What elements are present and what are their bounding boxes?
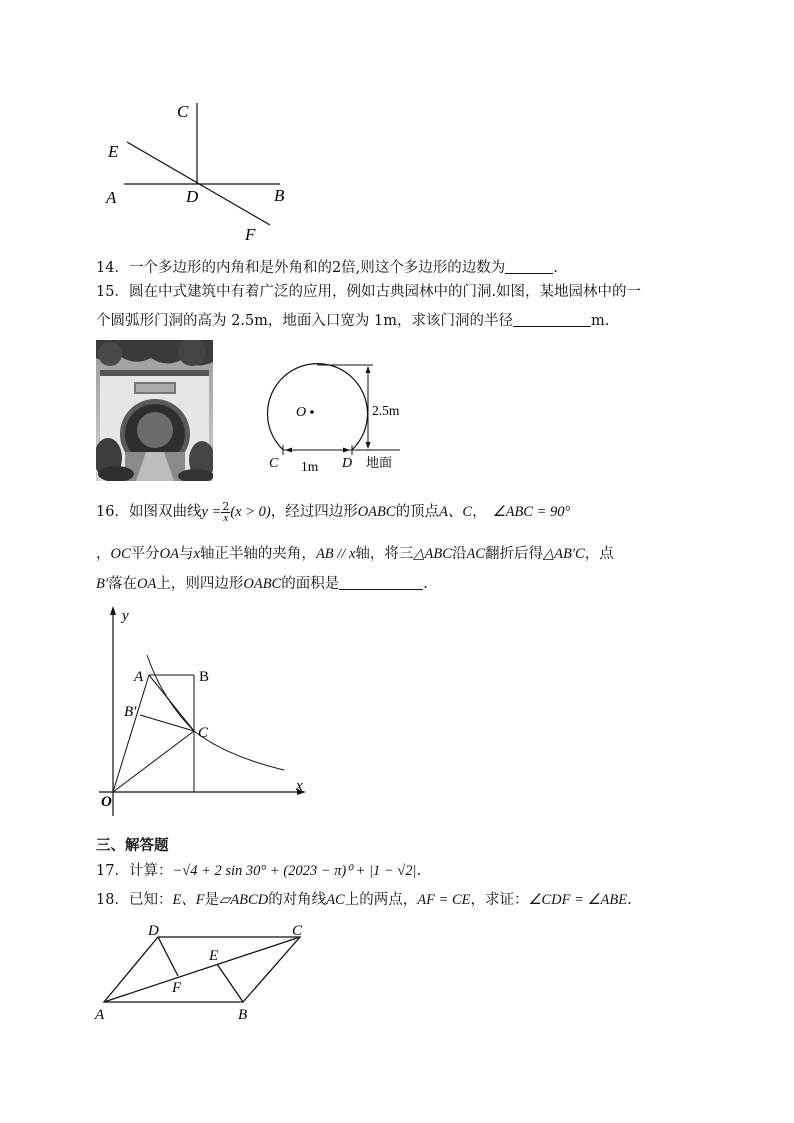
q16-oc: OC <box>110 546 131 562</box>
q16-l2f: 沿 <box>451 546 467 562</box>
q16-l2d: 轴正半轴的夹角， <box>199 546 316 562</box>
q14-number: 14． <box>96 260 129 276</box>
center-dot <box>310 410 314 414</box>
q18-para: ▱ABCD <box>219 892 269 908</box>
q17-end: . <box>416 863 422 879</box>
q15-line1: 圆在中式建筑中有着广泛的应用，例如古典园林中的门洞.如图，某地园林中的一 <box>128 284 642 300</box>
label-b: B <box>274 186 285 205</box>
q18-end: . <box>627 892 632 908</box>
q15-unit: m. <box>591 313 610 329</box>
q17-expr: −√4 + 2 sin 30° + (2023 − π)⁰ + |1 − √2| <box>172 863 417 879</box>
q14-end: . <box>553 260 558 276</box>
label-o: O <box>101 794 112 810</box>
q16-tri2: △AB′C <box>542 546 585 562</box>
q17-number: 17． <box>96 863 129 879</box>
hyperbola-figure <box>96 604 316 822</box>
label-a: A <box>95 1007 105 1023</box>
label-b: B <box>199 669 210 685</box>
label-a: A <box>106 188 117 207</box>
label-a: A <box>134 669 144 685</box>
q16-number: 16． <box>96 504 129 520</box>
label-d: D <box>186 187 199 206</box>
q16-l2b: 平分 <box>130 546 160 562</box>
q16-l1c: 的顶点 <box>395 504 440 520</box>
q18-b: 是 <box>204 892 220 908</box>
label-y: y <box>122 608 129 624</box>
q18-e: ，求证： <box>470 892 529 908</box>
label-d: D <box>148 923 159 939</box>
q15-number: 15． <box>96 284 129 300</box>
q17-text: 计算： <box>128 863 173 879</box>
q18-ac: AC <box>326 892 345 908</box>
q16-oabc2: OABC <box>243 576 282 592</box>
q16-x: x <box>193 546 200 562</box>
label-bp: B′ <box>124 704 137 720</box>
q16-ac2: AC <box>466 546 485 562</box>
q18-d: 上的两点， <box>344 892 418 908</box>
label-width: 1m <box>301 459 319 474</box>
garden-moon-gate-photo <box>96 340 213 481</box>
q16-y-eq: y = <box>201 504 222 520</box>
label-ground: 地面 <box>366 456 393 471</box>
label-c: C <box>198 725 209 741</box>
q15-answer-blank <box>513 312 591 327</box>
q16-l2h: ，点 <box>584 546 614 562</box>
question-16-line2 <box>96 544 614 564</box>
q16-oabc: OABC <box>357 504 396 520</box>
q16-angle: ∠ABC = 90° <box>492 504 571 520</box>
q16-l3b: 上，则四边形 <box>156 576 244 592</box>
q18-cond: AF = CE <box>417 892 471 908</box>
label-e: E <box>108 142 119 161</box>
label-height: 2.5m <box>372 403 400 418</box>
q16-answer-blank <box>339 575 423 590</box>
q16-ab: AB // x <box>315 546 356 562</box>
question-14 <box>96 258 558 278</box>
q16-l2e: 轴，将三 <box>355 546 414 562</box>
q16-l3a: 落在 <box>108 576 138 592</box>
parallelogram-figure <box>92 918 322 1024</box>
q18-goal: ∠CDF = ∠ABE <box>528 892 628 908</box>
q15-line2: 个圆弧形门洞的高为 2.5m，地面入口宽为 1m，求该门洞的半径 <box>96 313 514 329</box>
label-e: E <box>209 948 219 964</box>
q16-l1a: 如图双曲线 <box>128 504 202 520</box>
label-f: F <box>172 980 182 996</box>
q14-answer-blank <box>505 259 553 274</box>
question-15-line2 <box>96 311 609 331</box>
q16-l2g: 翻折后得 <box>484 546 543 562</box>
q16-l1b: ，经过四边形 <box>270 504 358 520</box>
q16-l2c: 与 <box>179 546 194 562</box>
door-diagram <box>250 355 410 475</box>
q18-ef: E、F <box>172 892 205 908</box>
label-b: B <box>238 1007 248 1023</box>
label-d: D <box>342 456 353 471</box>
angle-figure <box>100 95 290 245</box>
question-16-line1 <box>96 500 570 524</box>
q18-a: 已知： <box>128 892 173 908</box>
label-c: C <box>269 456 279 471</box>
q16-ac: A、C <box>439 504 473 520</box>
q14-text: 一个多边形的内角和是外角和的2倍,则这个多边形的边数为 <box>128 260 506 276</box>
label-f: F <box>245 225 256 244</box>
q18-number: 18． <box>96 892 129 908</box>
q16-bp: B′ <box>96 576 109 592</box>
q16-frac-den: x <box>223 511 229 524</box>
q16-oa2: OA <box>137 576 157 592</box>
q16-l3c: 的面积是 <box>281 576 340 592</box>
q16-tri1: △ABC <box>413 546 452 562</box>
label-c: C <box>292 923 303 939</box>
question-18 <box>96 890 632 910</box>
label-c: C <box>177 102 189 121</box>
section-3-title: 三、解答题 <box>96 838 169 854</box>
q16-oa: OA <box>159 546 179 562</box>
q16-fraction <box>221 501 230 524</box>
q16-cond: (x > 0) <box>230 504 271 520</box>
question-17 <box>96 861 421 881</box>
q16-l3d: . <box>423 576 428 592</box>
q18-c: 的对角线 <box>268 892 327 908</box>
question-16-line3 <box>96 574 428 594</box>
label-x: x <box>296 778 303 794</box>
q16-l1d: ， <box>472 504 487 520</box>
q16-frac-num: 2 <box>222 499 230 513</box>
label-o: O <box>296 405 307 420</box>
question-15-line1 <box>96 282 641 302</box>
q16-l2a: ， <box>96 546 111 562</box>
